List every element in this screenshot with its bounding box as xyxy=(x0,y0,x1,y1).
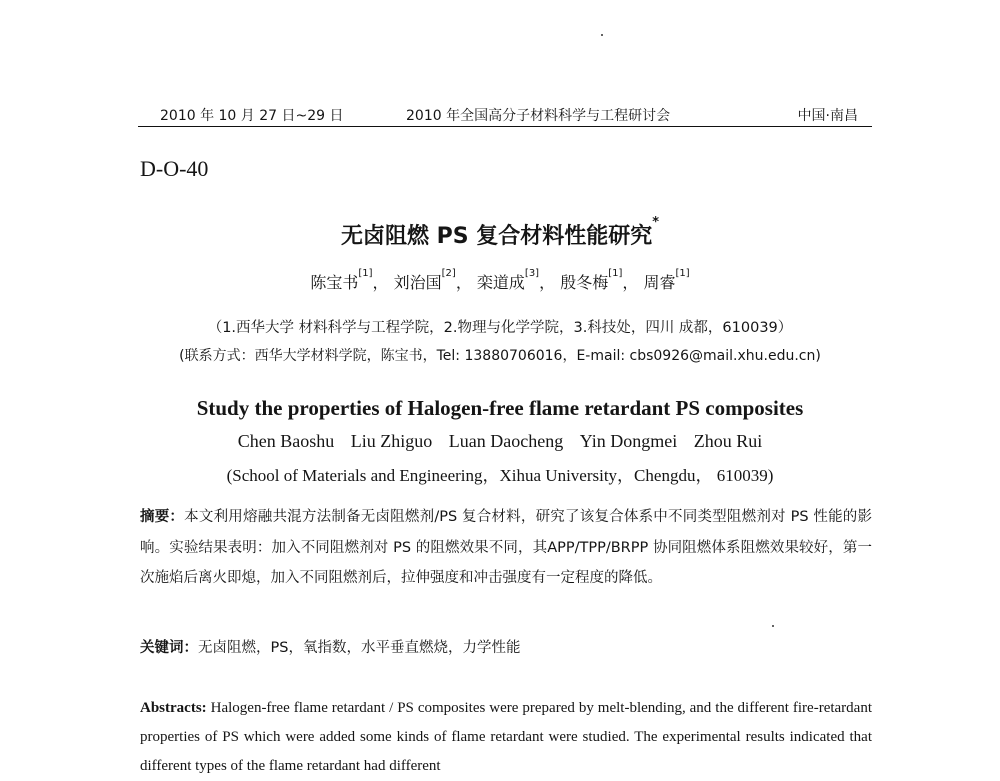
abstract-chinese-text: 本文利用熔融共混方法制备无卤阻燃剂/PS 复合材料，研究了该复合体系中不同类型阻燃剂对 PS 性能的影响。实验结果表明：加入不同阻燃剂对 PS 的阻燃效果不同，其APP/TPP/BRPP 协同阻燃体系阻燃效果较好，第一次施焰后离火即熄，加入不同阻燃剂后，拉伸强度和冲击强度有一定程度的降低。 xyxy=(140,509,873,586)
scan-speck xyxy=(601,34,603,36)
header-date: 2010 年 10 月 27 日~29 日 xyxy=(160,108,344,124)
title-chinese xyxy=(0,215,1000,250)
paper-id: D-O-40 xyxy=(140,156,209,181)
author-ref: [1] xyxy=(608,268,623,279)
header-conference: 2010 年全国高分子材料科学与工程研讨会 xyxy=(406,108,671,124)
author-cn: 栾道成 xyxy=(476,273,525,292)
title-chinese-text: 无卤阻燃 PS 复合材料性能研究 xyxy=(340,224,653,249)
contact-chinese: (联系方式：西华大学材料学院，陈宝书，Tel: 13880706016，E-mail: cbs0926@mail.xhu.edu.cn) xyxy=(179,348,821,364)
author-cn: 殷冬梅 xyxy=(560,273,609,292)
scan-speck xyxy=(772,625,774,627)
author-cn: 陈宝书 xyxy=(310,273,359,292)
author-en: Liu Zhiguo xyxy=(350,431,433,451)
title-footnote-mark: * xyxy=(652,215,660,230)
authors-english xyxy=(0,431,1000,452)
abstract-english xyxy=(140,694,872,781)
author-cn: 刘治国 xyxy=(393,273,442,292)
keywords-chinese xyxy=(140,636,872,657)
affiliation-english: (School of Materials and Engineering，Xihua University，Chengdu， 610039) xyxy=(226,466,774,485)
abstract-chinese xyxy=(140,502,872,594)
abstract-english-text: Halogen-free flame retardant / PS composites were prepared by melt-blending, and the different fire-retardant properties of PS which were added some kinds of flame retardant were studied. The experimental results indicated that different types of the flame retardant had different xyxy=(140,700,872,774)
header-location: 中国·南昌 xyxy=(797,108,858,124)
author-cn: 周睿 xyxy=(643,273,676,292)
author-en: Luan Daocheng xyxy=(448,431,564,451)
title-english: Study the properties of Halogen-free flame retardant PS composites xyxy=(196,396,804,420)
author-ref: [1] xyxy=(358,268,373,279)
keywords-text: 无卤阻燃，PS，氧指数，水平垂直燃烧，力学性能 xyxy=(198,640,521,656)
keywords-label: 关键词： xyxy=(140,640,198,656)
abstract-english-label: Abstracts: xyxy=(140,700,207,716)
author-en: Zhou Rui xyxy=(693,431,763,451)
affiliation-chinese: （1.西华大学 材料科学与工程学院，2.物理与化学学院，3.科技处，四川 成都，610039） xyxy=(207,320,793,336)
authors-chinese: 陈宝书[1]， 刘治国[2]， 栾道成[3]， 殷冬梅[1]， 周睿[1] xyxy=(310,268,690,292)
author-en: Chen Baoshu xyxy=(237,431,335,451)
author-ref: [1] xyxy=(675,268,690,279)
author-en: Yin Dongmei xyxy=(579,431,678,451)
abstract-chinese-label: 摘要： xyxy=(140,509,185,525)
page-header xyxy=(138,102,872,127)
author-ref: [2] xyxy=(441,268,456,279)
author-ref: [3] xyxy=(524,268,540,279)
